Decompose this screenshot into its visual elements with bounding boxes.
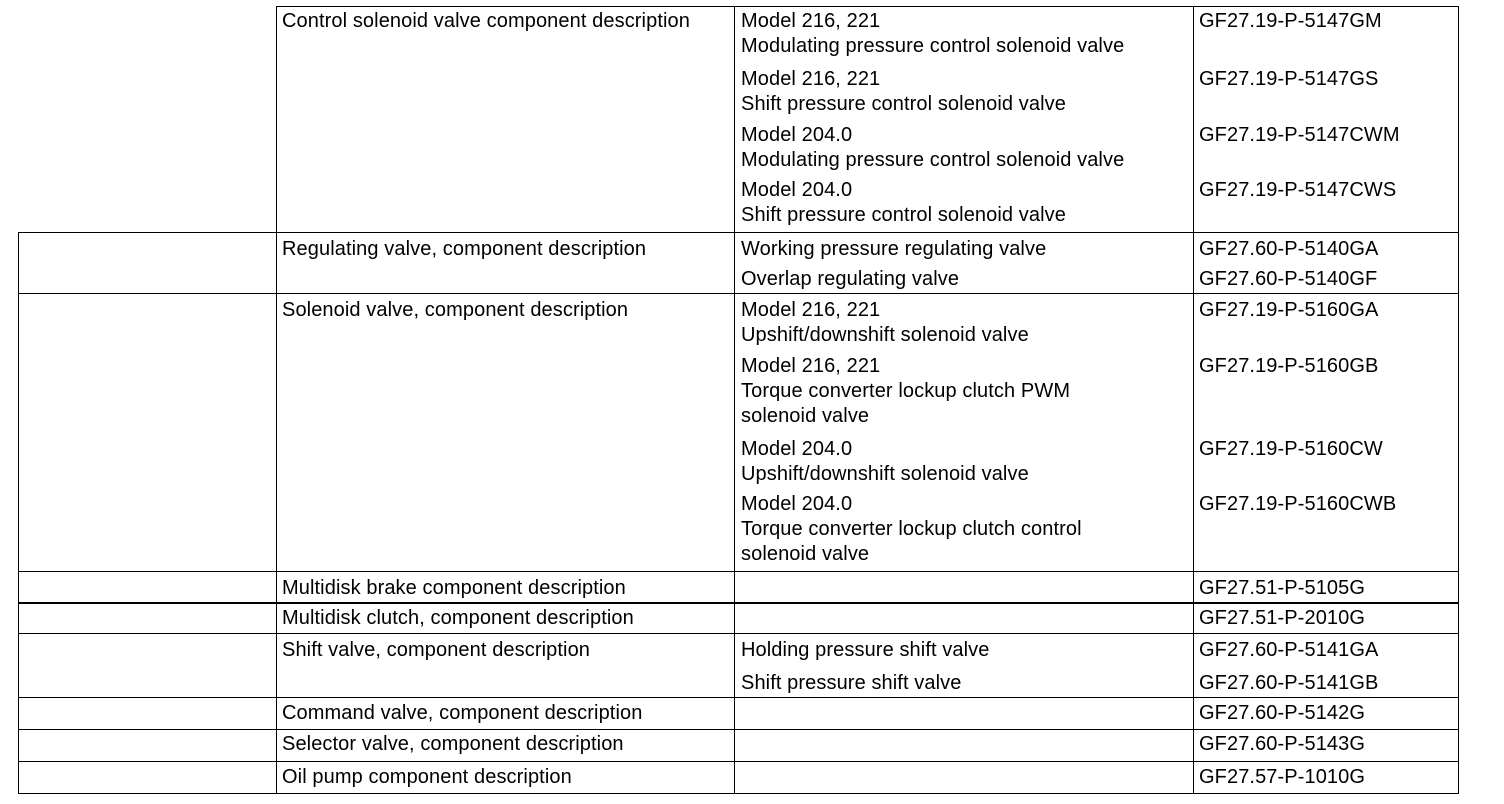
component-title: Command valve, component description [282,702,643,724]
document-code: GF27.19-P-5147GS [1199,68,1379,90]
variant-description: Model 204.0 [741,438,853,460]
variant-description: Holding pressure shift valve [741,639,990,661]
document-code: GF27.60-P-5143G [1199,733,1366,755]
column-divider [1193,6,1194,794]
variant-description: solenoid valve [741,543,870,565]
variant-description: Model 204.0 [741,493,853,515]
variant-description: solenoid valve [741,405,870,427]
variant-description: Upshift/downshift solenoid valve [741,324,1029,346]
column-divider [276,6,277,794]
component-title: Control solenoid valve component description [282,10,690,32]
document-code: GF27.60-P-5142G [1199,702,1366,724]
component-title: Multidisk brake component description [282,577,626,599]
row-divider [18,232,1459,233]
row-divider [18,293,1459,294]
variant-description: Shift pressure shift valve [741,672,962,694]
variant-description: Model 216, 221 [741,68,881,90]
variant-description: Modulating pressure control solenoid valve [741,149,1125,171]
component-title: Oil pump component description [282,766,572,788]
row-divider [18,761,1459,762]
variant-description: Model 216, 221 [741,10,881,32]
row-divider [276,6,1459,7]
component-title: Solenoid valve, component description [282,299,629,321]
document-code: GF27.19-P-5147GM [1199,10,1382,32]
variant-description: Modulating pressure control solenoid valve [741,35,1125,57]
document-code: GF27.51-P-2010G [1199,607,1366,629]
column-divider [1458,6,1459,794]
variant-description: Upshift/downshift solenoid valve [741,463,1029,485]
variant-description: Model 204.0 [741,124,853,146]
row-divider [18,602,1459,604]
column-divider [734,6,735,794]
variant-description: Overlap regulating valve [741,268,960,290]
document-code: GF27.19-P-5160CW [1199,438,1383,460]
row-divider [18,697,1459,698]
variant-description: Model 204.0 [741,179,853,201]
document-code: GF27.19-P-5160CWB [1199,493,1397,515]
document-code: GF27.60-P-5140GA [1199,238,1379,260]
component-title: Shift valve, component description [282,639,591,661]
variant-description: Model 216, 221 [741,299,881,321]
variant-description: Shift pressure control solenoid valve [741,93,1066,115]
row-divider [18,729,1459,730]
variant-description: Shift pressure control solenoid valve [741,204,1066,226]
document-code: GF27.19-P-5160GA [1199,299,1379,321]
document-code: GF27.19-P-5147CWS [1199,179,1397,201]
document-code: GF27.60-P-5140GF [1199,268,1378,290]
variant-description: Working pressure regulating valve [741,238,1047,260]
column-divider [18,232,19,794]
component-title: Selector valve, component description [282,733,624,755]
variant-description: Torque converter lockup clutch control [741,518,1082,540]
document-code: GF27.57-P-1010G [1199,766,1366,788]
component-title: Multidisk clutch, component description [282,607,634,629]
variant-description: Torque converter lockup clutch PWM [741,380,1071,402]
document-code: GF27.19-P-5160GB [1199,355,1379,377]
variant-description: Model 216, 221 [741,355,881,377]
document-code: GF27.60-P-5141GA [1199,639,1379,661]
row-divider [18,571,1459,572]
row-divider [18,793,1459,794]
component-title: Regulating valve, component description [282,238,647,260]
document-code: GF27.51-P-5105G [1199,577,1366,599]
row-divider [18,633,1459,634]
document-code: GF27.60-P-5141GB [1199,672,1379,694]
document-code: GF27.19-P-5147CWM [1199,124,1400,146]
